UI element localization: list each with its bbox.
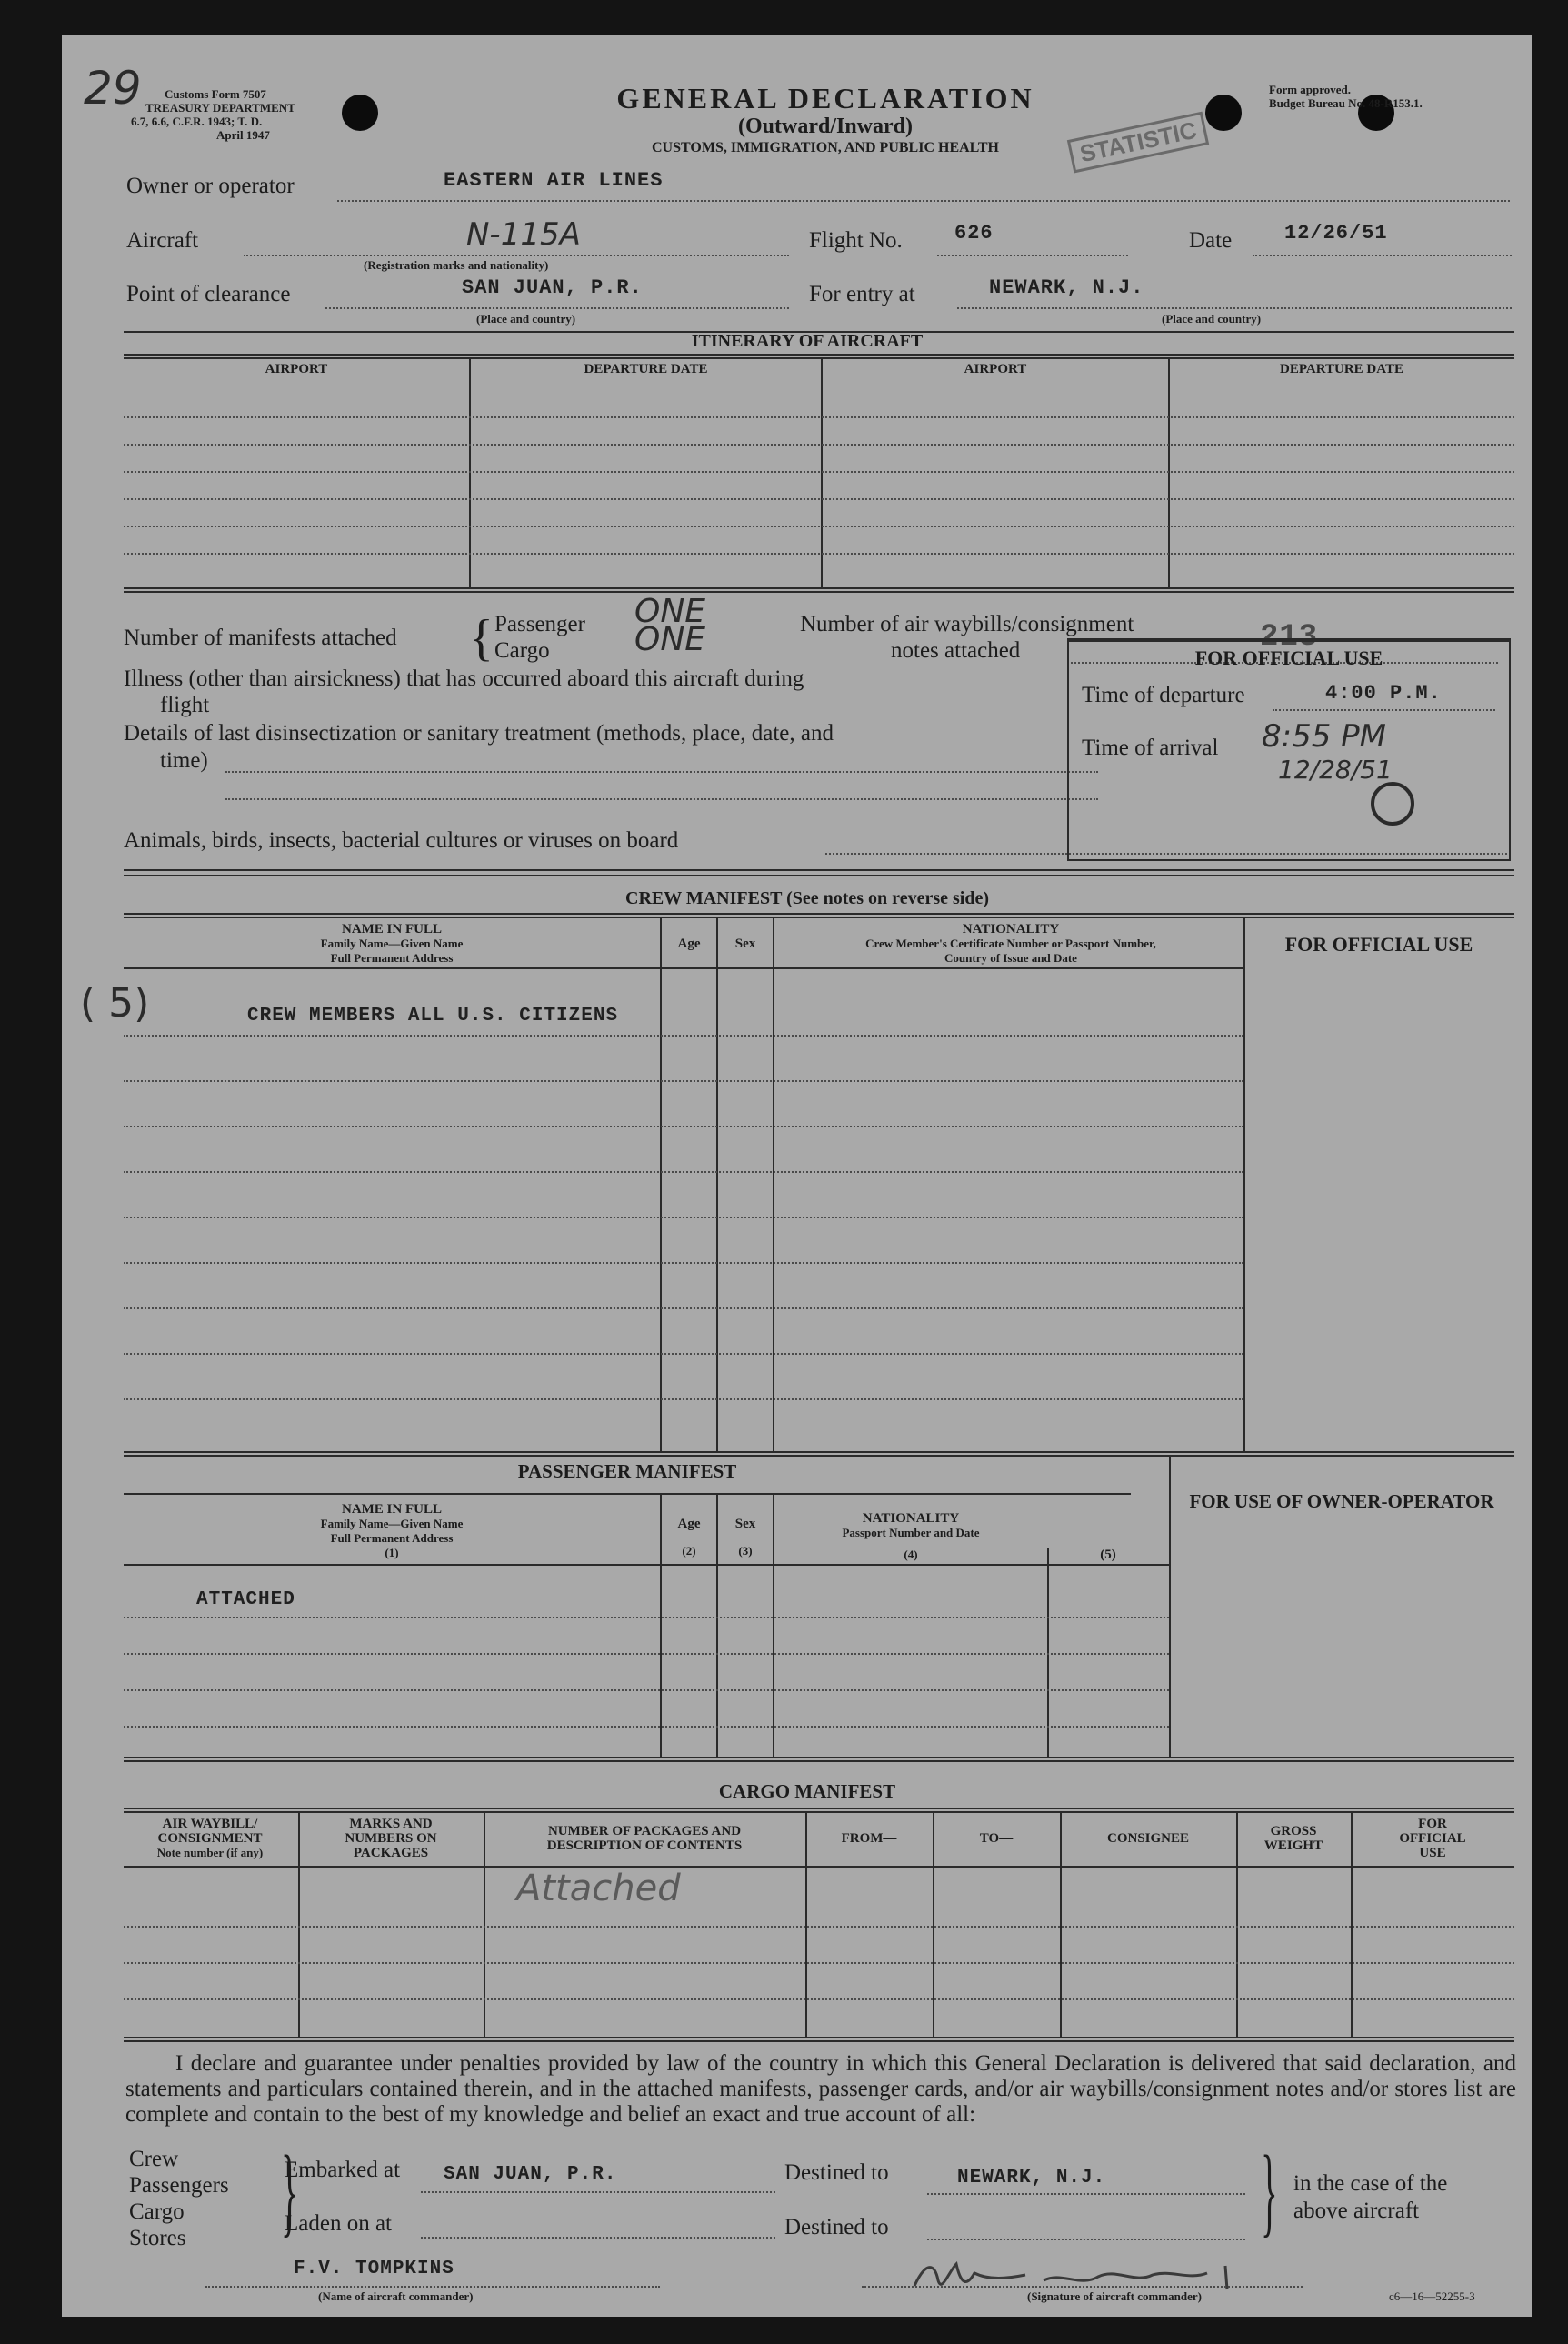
signature-caption: (Signature of aircraft commander) <box>1027 2289 1202 2303</box>
passenger-col-name-num: (1) <box>385 1546 399 1559</box>
passenger-col-5: (5) <box>1100 1548 1116 1562</box>
passenger-col-age-num: (2) <box>682 1544 696 1558</box>
list-stores: Stores <box>129 2226 186 2250</box>
punch-hole <box>1205 95 1242 131</box>
passenger-label: Passenger <box>494 612 585 636</box>
cargo-col-official-1: FOR <box>1418 1817 1447 1831</box>
form-number-line: Customs Form 7507 <box>165 87 266 101</box>
aircraft-label: Aircraft <box>126 228 199 253</box>
owner-value: EASTERN AIR LINES <box>444 169 664 192</box>
passenger-col-sex-num: (3) <box>738 1544 753 1558</box>
waybills-label-2: notes attached <box>891 638 1021 663</box>
crew-col-nationality <box>774 922 1247 966</box>
department-line: TREASURY DEPARTMENT <box>145 101 295 115</box>
entry-caption: (Place and country) <box>1162 312 1262 326</box>
list-crew: Crew <box>129 2147 179 2171</box>
cargo-col-packages-2: DESCRIPTION OF CONTENTS <box>546 1838 743 1853</box>
form-date-line: April 1947 <box>216 128 270 142</box>
crew-col-age: Age <box>677 937 701 951</box>
clearance-value: SAN JUAN, P.R. <box>462 276 643 299</box>
margin-mark: 29 <box>84 62 142 115</box>
approval-line: Form approved. <box>1269 83 1352 96</box>
regulation-line: 6.7, 6.6, C.F.R. 1943; T. D. <box>131 115 263 128</box>
embarked-value: SAN JUAN, P.R. <box>444 2164 617 2185</box>
cargo-col-packages-1: NUMBER OF PACKAGES AND <box>547 1824 742 1838</box>
form-subheading: CUSTOMS, IMMIGRATION, AND PUBLIC HEALTH <box>652 140 999 155</box>
passenger-col-name-sub: Family Name—Given Name <box>320 1517 464 1530</box>
passenger-col-nationality-sub: Passport Number and Date <box>842 1526 980 1539</box>
cargo-col-weight-1: GROSS <box>1270 1824 1317 1838</box>
owner-label: Owner or operator <box>126 174 295 198</box>
destined-label-1: Destined to <box>784 2160 889 2185</box>
form-code: c6—16—52255-3 <box>1389 2289 1475 2303</box>
cargo-value: ONE <box>634 621 706 658</box>
cargo-col-official-2: OFFICIAL <box>1399 1831 1466 1846</box>
disinsection-line-2: time) <box>160 748 208 773</box>
date-value: 12/26/51 <box>1284 222 1388 245</box>
crew-col-nationality-country: Country of Issue and Date <box>944 951 1077 965</box>
list-cargo: Cargo <box>129 2199 185 2224</box>
cargo-col-waybill-1: AIR WAYBILL/ <box>162 1817 258 1831</box>
cargo-entry: Attached <box>516 1868 681 1909</box>
cargo-col-weight <box>1238 1824 1349 1853</box>
clearance-caption: (Place and country) <box>476 312 576 326</box>
aircraft-value: N-115A <box>466 216 581 253</box>
cargo-col-marks-3: PACKAGES <box>353 1846 429 1860</box>
aircraft-caption: (Registration marks and nationality) <box>364 258 549 272</box>
arrival-value: 8:55 PM <box>1262 718 1386 755</box>
arrival-label: Time of arrival <box>1082 736 1219 760</box>
entry-label: For entry at <box>809 282 915 306</box>
itinerary-col-date-1: DEPARTURE DATE <box>584 362 708 376</box>
entry-value: NEWARK, N.J. <box>989 276 1144 299</box>
declaration-form: 29 Customs Form 7507 TREASURY DEPARTMENT 6.7, 6.6, C.F.R. 1943; T. D. April 1947 GENERAL DECLARATION (Outward/Inward) CUSTOMS, IMMIGRATION, AND PUBLIC HEALTH Form approved. Budget Bureau No. 48-R153.1. STATISTIC Owner or operator EASTERN AIR LINES Aircraft N-115A (Registration marks and nationality) Flight No. 626 Date 12/26/51 Point of clearance SAN JUAN, P.R. (Place and country) For entry at NEWARK, N.J. (Place and country) ITINERARY OF AIRCRAFT AIRPORT DEPARTURE DATE AIRPORT DEPARTURE DATE Number of manifests attached { Passenger ONE Cargo ONE Number of air waybills/consignment notes attached 213 Illness (other than airsickness) that has occurred aboard this aircraft during flight Details of last disinsectization or sanitary treatment (methods, place, date, and time) Animals, birds, insects, bacterial cultures or viruses on board FOR OFFICIAL USE Time of departure 4:00 P.M. Time of arrival 8:55 PM 12/28/51 CREW MANIFEST (See notes on reverse side) NAME IN FULL Family Name—Given Name Full Permanent Address Age Sex NATIONALITY Crew Member's Certificate Number or Passport Number, Country of Issue and Date FOR OFFICIAL USE ( 5) CREW MEMBERS ALL U.S. CITIZENS PASSENGER MANIFEST NAME IN FULL Family Name—Given Name Full Permanent Address (1) Age (2) Sex (3) NATIONALITY Passport Number and Date (4) (5) FOR USE OF OWNER-OPERATOR ATTACHED CARGO MANIFEST AIR WAYBILL/ CONSIGNMENT Note number (if any) MARKS AND NUMBERS ON PACKAGES NUMBER OF PACKAGES AND DESCRIPTION OF CONTENTS FROM— TO— CONSIGNEE GROSS WEIGHT FOR OFFICIAL USE Attached I declare and guarantee under penalties provided by law of the country in which this General Declaration is delivered that said declaration, and statements and particulars contained therein, and in the attached manifests, passenger cards, and/or air waybills/consignment notes and/or stores list are complete and contain to the best of my knowledge and belief an exact and true account of all: Crew Passengers Cargo Stores } Embarked at SAN JUAN, P.R. Laden on at Destined to NEWARK, N.J. Destined to } in the case of the above aircraft F.V. TOMPKINS (Name of aircraft commander) (Signature of aircraft commander) c6—16—52255-3 <box>62 35 1532 2317</box>
cargo-col-to: TO— <box>979 1831 1014 1846</box>
cargo-col-marks-1: MARKS AND <box>349 1817 433 1831</box>
waybills-label-1: Number of air waybills/consignment <box>800 612 1134 636</box>
crew-col-name <box>124 922 660 966</box>
crew-col-sex: Sex <box>734 937 756 951</box>
illness-line-1: Illness (other than airsickness) that has occurred aboard this aircraft during <box>124 666 804 691</box>
cargo-col-consignee: CONSIGNEE <box>1106 1831 1190 1846</box>
flight-label: Flight No. <box>809 228 903 253</box>
date-label: Date <box>1189 228 1233 253</box>
cargo-col-weight-2: WEIGHT <box>1263 1838 1323 1853</box>
cargo-col-waybill-3: Note number (if any) <box>156 1846 264 1859</box>
itinerary-title: ITINERARY OF AIRCRAFT <box>691 331 924 351</box>
crew-col-nationality-sub: Crew Member's Certificate Number or Passport Number, <box>865 937 1156 950</box>
commander-name-caption: (Name of aircraft commander) <box>318 2289 474 2303</box>
itinerary-col-airport-1: AIRPORT <box>265 362 328 376</box>
clearance-label: Point of clearance <box>126 282 291 306</box>
animals-label: Animals, birds, insects, bacterial cultures or viruses on board <box>124 828 679 853</box>
cargo-label: Cargo <box>494 638 550 663</box>
passenger-col-sex-title: Sex <box>734 1517 756 1531</box>
passenger-col-age <box>662 1517 716 1558</box>
cargo-col-packages <box>485 1824 804 1853</box>
crew-col-name-sub: Family Name—Given Name <box>320 937 464 950</box>
passenger-col-name-title: NAME IN FULL <box>341 1502 442 1517</box>
flight-value: 626 <box>954 222 994 245</box>
case-line-2: above aircraft <box>1293 2199 1420 2223</box>
cargo-col-official-3: USE <box>1419 1846 1446 1860</box>
itinerary-col-airport-2: AIRPORT <box>964 362 1027 376</box>
initial-mark <box>1371 782 1414 826</box>
form-subtitle: (Outward/Inward) <box>737 115 913 138</box>
cargo-col-official <box>1353 1817 1513 1860</box>
crew-entry: CREW MEMBERS ALL U.S. CITIZENS <box>247 1006 619 1027</box>
crew-col-nationality-title: NATIONALITY <box>962 922 1060 937</box>
destined-value: NEWARK, N.J. <box>957 2168 1106 2189</box>
laden-label: Laden on at <box>285 2211 393 2236</box>
crew-title: CREW MANIFEST (See notes on reverse side) <box>625 888 989 908</box>
passenger-col-nationality-title: NATIONALITY <box>862 1511 960 1526</box>
cargo-col-waybill <box>124 1817 296 1860</box>
itinerary-col-date-2: DEPARTURE DATE <box>1279 362 1403 376</box>
passenger-col-name-address: Full Permanent Address <box>330 1531 454 1545</box>
list-passengers: Passengers <box>129 2173 229 2198</box>
punch-hole <box>342 95 378 131</box>
statistic-stamp: STATISTIC <box>1067 112 1210 174</box>
passenger-col-nationality-num: (4) <box>904 1548 918 1561</box>
passenger-col-owner: FOR USE OF OWNER-OPERATOR <box>1189 1490 1494 1512</box>
declaration-text: I declare and guarantee under penalties provided by law of the country in which this General Declaration is delivered that said declaration, and statements and particulars contained therein, and in the attached manifests, passenger cards, and/or air waybills/consignment notes and/or stores list are complete and contain to the best of my knowledge and belief an exact and true account of all: <box>125 2051 1516 2127</box>
cargo-col-waybill-2: CONSIGNMENT <box>157 1831 263 1846</box>
crew-col-official: FOR OFFICIAL USE <box>1284 933 1473 956</box>
departure-label: Time of departure <box>1082 683 1245 707</box>
passenger-col-name <box>124 1502 660 1560</box>
departure-value: 4:00 P.M. <box>1325 682 1442 705</box>
passenger-entry: ATTACHED <box>196 1589 295 1610</box>
passenger-col-age-title: Age <box>677 1517 701 1531</box>
commander-name: F.V. TOMPKINS <box>294 2259 454 2279</box>
passenger-title: PASSENGER MANIFEST <box>517 1460 737 1482</box>
budget-bureau-line: Budget Bureau No. 48-R153.1. <box>1269 96 1423 110</box>
illness-line-2: flight <box>160 693 210 717</box>
cargo-title: CARGO MANIFEST <box>718 1780 896 1802</box>
passenger-col-nationality <box>774 1511 1047 1562</box>
manifests-label: Number of manifests attached <box>124 626 397 650</box>
crew-col-name-address: Full Permanent Address <box>330 951 454 965</box>
crew-col-name-title: NAME IN FULL <box>341 922 442 937</box>
form-title: GENERAL DECLARATION <box>616 82 1034 115</box>
destined-label-2: Destined to <box>784 2215 889 2239</box>
official-use-title: FOR OFFICIAL USE <box>1194 646 1383 669</box>
waybills-value: 213 <box>1260 620 1319 655</box>
case-line-1: in the case of the <box>1293 2171 1448 2196</box>
passenger-value: ONE <box>634 593 706 630</box>
cargo-col-marks <box>300 1817 482 1860</box>
crew-count: ( 5) <box>80 980 150 1027</box>
embarked-label: Embarked at <box>285 2158 401 2182</box>
passenger-col-sex <box>718 1517 773 1558</box>
disinsection-line-1: Details of last disinsectization or sanitary treatment (methods, place, date, and <box>124 721 834 746</box>
cargo-col-marks-2: NUMBERS ON <box>345 1831 437 1846</box>
arrival-date: 12/28/51 <box>1278 755 1393 785</box>
cargo-col-from: FROM— <box>841 1831 897 1846</box>
